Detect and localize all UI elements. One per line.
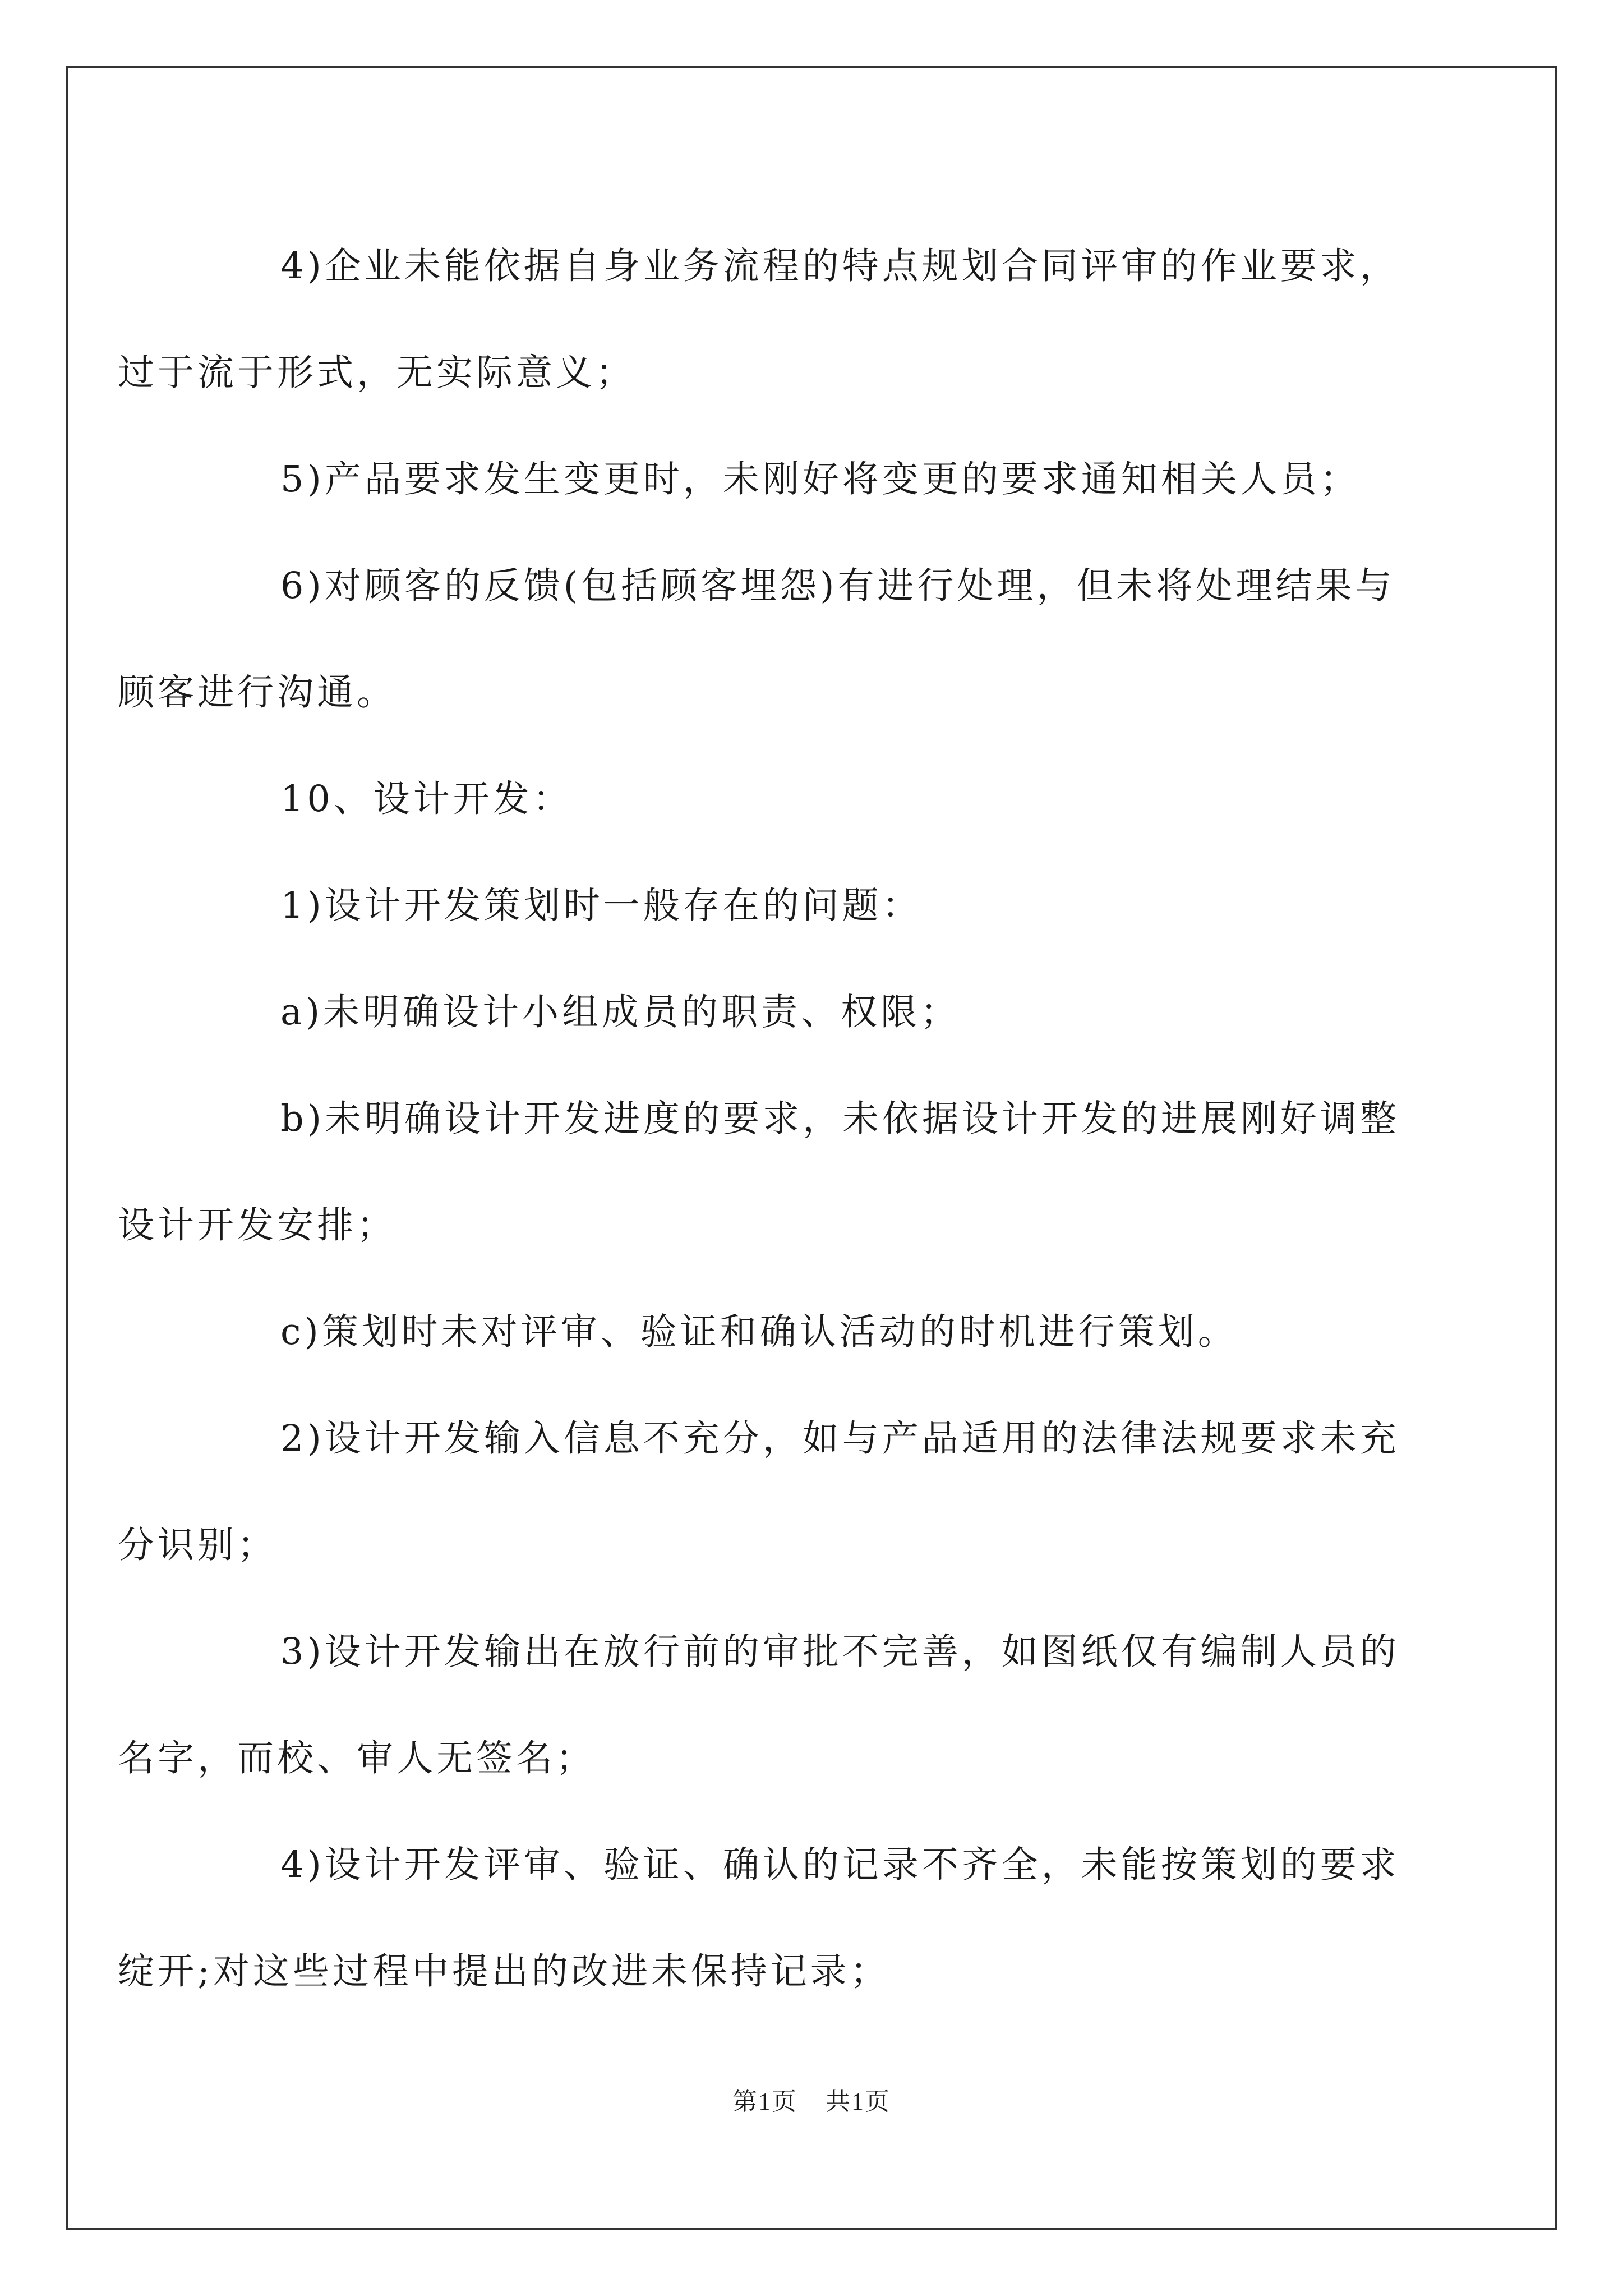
paragraph [118, 1812, 1433, 2025]
paragraph [118, 1599, 1433, 1812]
paragraph [199, 853, 1433, 959]
text-line: 4)企业未能依据自身业务流程的特点规划合同评审的作业要求， [280, 245, 1400, 287]
page-number-current: 第1页 [732, 2088, 797, 2115]
text-line: 5)产品要求发生变更时，未刚好将变更的要求通知相关人员； [280, 458, 1360, 500]
page-footer [0, 2081, 1623, 2117]
paragraph [199, 959, 1433, 1066]
text-line: 6)对顾客的反馈(包括顾客埋怨)有进行处理，但未将处理结果与 [280, 565, 1395, 607]
paragraph [199, 1279, 1433, 1386]
paragraph [118, 1066, 1433, 1279]
document-body [118, 213, 1433, 2025]
text-line: 过于流于形式，无实际意义； [118, 352, 636, 394]
text-line: b)未明确设计开发进度的要求，未依据设计开发的进展刚好调整 [280, 1098, 1400, 1140]
text-line: 2)设计开发输入信息不充分，如与产品适用的法律法规要求未充 [280, 1418, 1400, 1460]
text-line: c)策划时未对评审、验证和确认活动的时机进行策划。 [280, 1311, 1238, 1353]
text-line: a)未明确设计小组成员的职责、权限； [280, 991, 961, 1033]
text-line: 绽开;对这些过程中提出的改进未保持记录； [118, 1950, 890, 1993]
section-heading [199, 746, 1433, 853]
text-line: 10、设计开发： [280, 778, 573, 820]
page-number-total: 共1页 [826, 2088, 891, 2115]
text-line: 设计开发安排； [118, 1204, 397, 1246]
text-line: 1)设计开发策划时一般存在的问题： [280, 885, 922, 927]
text-line: 4)设计开发评审、验证、确认的记录不齐全，未能按策划的要求 [280, 1844, 1400, 1886]
text-line: 顾客进行沟通。 [118, 671, 397, 714]
text-line: 名字，而校、审人无签名； [118, 1737, 596, 1779]
text-line: 3)设计开发输出在放行前的审批不完善，如图纸仅有编制人员的 [280, 1631, 1400, 1673]
text-line: 分识别； [118, 1524, 278, 1566]
paragraph [118, 1386, 1433, 1599]
paragraph [118, 533, 1433, 746]
paragraph [199, 426, 1433, 533]
paragraph [118, 213, 1433, 426]
